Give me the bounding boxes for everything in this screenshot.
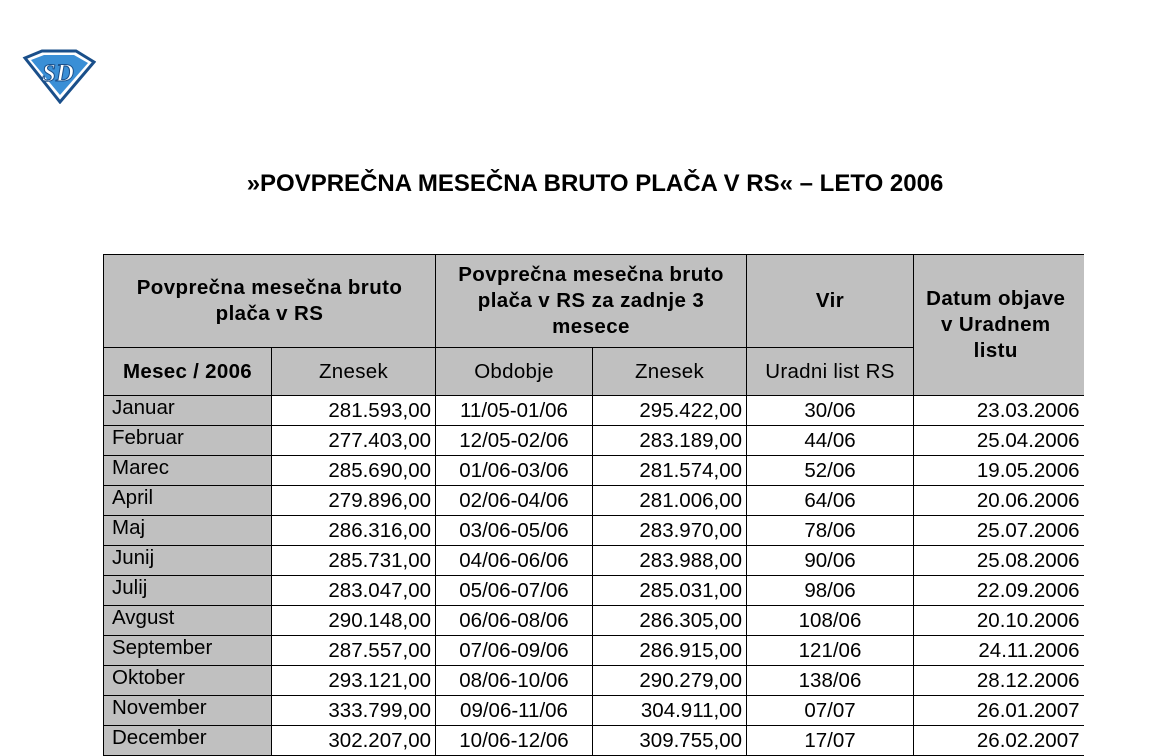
amount3-cell: 283.189,00 [593, 426, 747, 456]
gazette-cell: 138/06 [747, 666, 914, 696]
amount-cell: 290.148,00 [272, 606, 436, 636]
month-cell: Februar [104, 426, 272, 456]
amount3-cell: 295.422,00 [593, 396, 747, 426]
gazette-cell: 30/06 [747, 396, 914, 426]
date-cell: 24.11.2006 [914, 636, 1084, 666]
month-cell: Oktober [104, 666, 272, 696]
month-cell: Januar [104, 396, 272, 426]
date-cell: 20.06.2006 [914, 486, 1084, 516]
gazette-cell: 90/06 [747, 546, 914, 576]
month-cell: December [104, 726, 272, 756]
month-cell: April [104, 486, 272, 516]
period-cell: 09/06-11/06 [436, 696, 593, 726]
page-title: »POVPREČNA MESEČNA BRUTO PLAČA V RS« – LETO 2006 [246, 170, 944, 197]
month-cell: Avgust [104, 606, 272, 636]
table-row [104, 516, 1084, 546]
amount-cell: 285.731,00 [272, 546, 436, 576]
month-cell: Marec [104, 456, 272, 486]
date-cell: 19.05.2006 [914, 456, 1084, 486]
gazette-cell: 98/06 [747, 576, 914, 606]
amount-cell: 302.207,00 [272, 726, 436, 756]
amount3-cell: 283.970,00 [593, 516, 747, 546]
month-cell: Julij [104, 576, 272, 606]
amount-cell: 285.690,00 [272, 456, 436, 486]
period-cell: 08/06-10/06 [436, 666, 593, 696]
date-cell: 20.10.2006 [914, 606, 1084, 636]
amount3-cell: 304.911,00 [593, 696, 747, 726]
table-row [104, 396, 1084, 426]
gazette-cell: 44/06 [747, 426, 914, 456]
month-cell: Maj [104, 516, 272, 546]
month-cell: September [104, 636, 272, 666]
amount3-cell: 286.305,00 [593, 606, 747, 636]
subheader-amount3: Znesek [593, 348, 747, 396]
date-cell: 28.12.2006 [914, 666, 1084, 696]
amount3-cell: 281.006,00 [593, 486, 747, 516]
period-cell: 10/06-12/06 [436, 726, 593, 756]
subheader-amount: Znesek [272, 348, 436, 396]
table-row [104, 606, 1084, 636]
period-cell: 04/06-06/06 [436, 546, 593, 576]
subheader-gazette: Uradni list RS [747, 348, 914, 396]
month-cell: Junij [104, 546, 272, 576]
period-cell: 05/06-07/06 [436, 576, 593, 606]
date-cell: 22.09.2006 [914, 576, 1084, 606]
month-cell: November [104, 696, 272, 726]
date-cell: 23.03.2006 [914, 396, 1084, 426]
gazette-cell: 17/07 [747, 726, 914, 756]
period-cell: 12/05-02/06 [436, 426, 593, 456]
date-cell: 25.04.2006 [914, 426, 1084, 456]
period-cell: 06/06-08/06 [436, 606, 593, 636]
date-cell: 26.02.2007 [914, 726, 1084, 756]
amount-cell: 333.799,00 [272, 696, 436, 726]
amount3-cell: 286.915,00 [593, 636, 747, 666]
table-row [104, 576, 1084, 606]
subheader-period: Obdobje [436, 348, 593, 396]
gazette-cell: 78/06 [747, 516, 914, 546]
table-row [104, 696, 1084, 726]
period-cell: 11/05-01/06 [436, 396, 593, 426]
logo-text: SD [42, 60, 74, 87]
gazette-cell: 121/06 [747, 636, 914, 666]
table-row [104, 726, 1084, 756]
gazette-cell: 52/06 [747, 456, 914, 486]
table-row [104, 486, 1084, 516]
table-row [104, 546, 1084, 576]
amount3-cell: 281.574,00 [593, 456, 747, 486]
header-three-months: Povprečna mesečna bruto plača v RS za zadnje 3 mesece [436, 255, 747, 348]
header-source: Vir [747, 255, 914, 348]
amount-cell: 283.047,00 [272, 576, 436, 606]
amount-cell: 281.593,00 [272, 396, 436, 426]
amount3-cell: 309.755,00 [593, 726, 747, 756]
amount-cell: 287.557,00 [272, 636, 436, 666]
date-cell: 25.08.2006 [914, 546, 1084, 576]
sd-logo [22, 48, 96, 104]
period-cell: 03/06-05/06 [436, 516, 593, 546]
table-body [104, 396, 1084, 756]
table-row [104, 456, 1084, 486]
table-row [104, 426, 1084, 456]
salary-table [103, 254, 1084, 756]
amount-cell: 293.121,00 [272, 666, 436, 696]
period-cell: 02/06-04/06 [436, 486, 593, 516]
gazette-cell: 64/06 [747, 486, 914, 516]
amount-cell: 279.896,00 [272, 486, 436, 516]
amount3-cell: 285.031,00 [593, 576, 747, 606]
subheader-month: Mesec / 2006 [104, 348, 272, 396]
amount-cell: 286.316,00 [272, 516, 436, 546]
amount3-cell: 283.988,00 [593, 546, 747, 576]
gazette-cell: 07/07 [747, 696, 914, 726]
header-monthly: Povprečna mesečna bruto plača v RS [104, 255, 436, 348]
date-cell: 26.01.2007 [914, 696, 1084, 726]
table-row [104, 666, 1084, 696]
table-row [104, 636, 1084, 666]
date-cell: 25.07.2006 [914, 516, 1084, 546]
amount-cell: 277.403,00 [272, 426, 436, 456]
period-cell: 01/06-03/06 [436, 456, 593, 486]
amount3-cell: 290.279,00 [593, 666, 747, 696]
period-cell: 07/06-09/06 [436, 636, 593, 666]
header-published: Datum objave v Uradnem listu [914, 255, 1084, 396]
gazette-cell: 108/06 [747, 606, 914, 636]
